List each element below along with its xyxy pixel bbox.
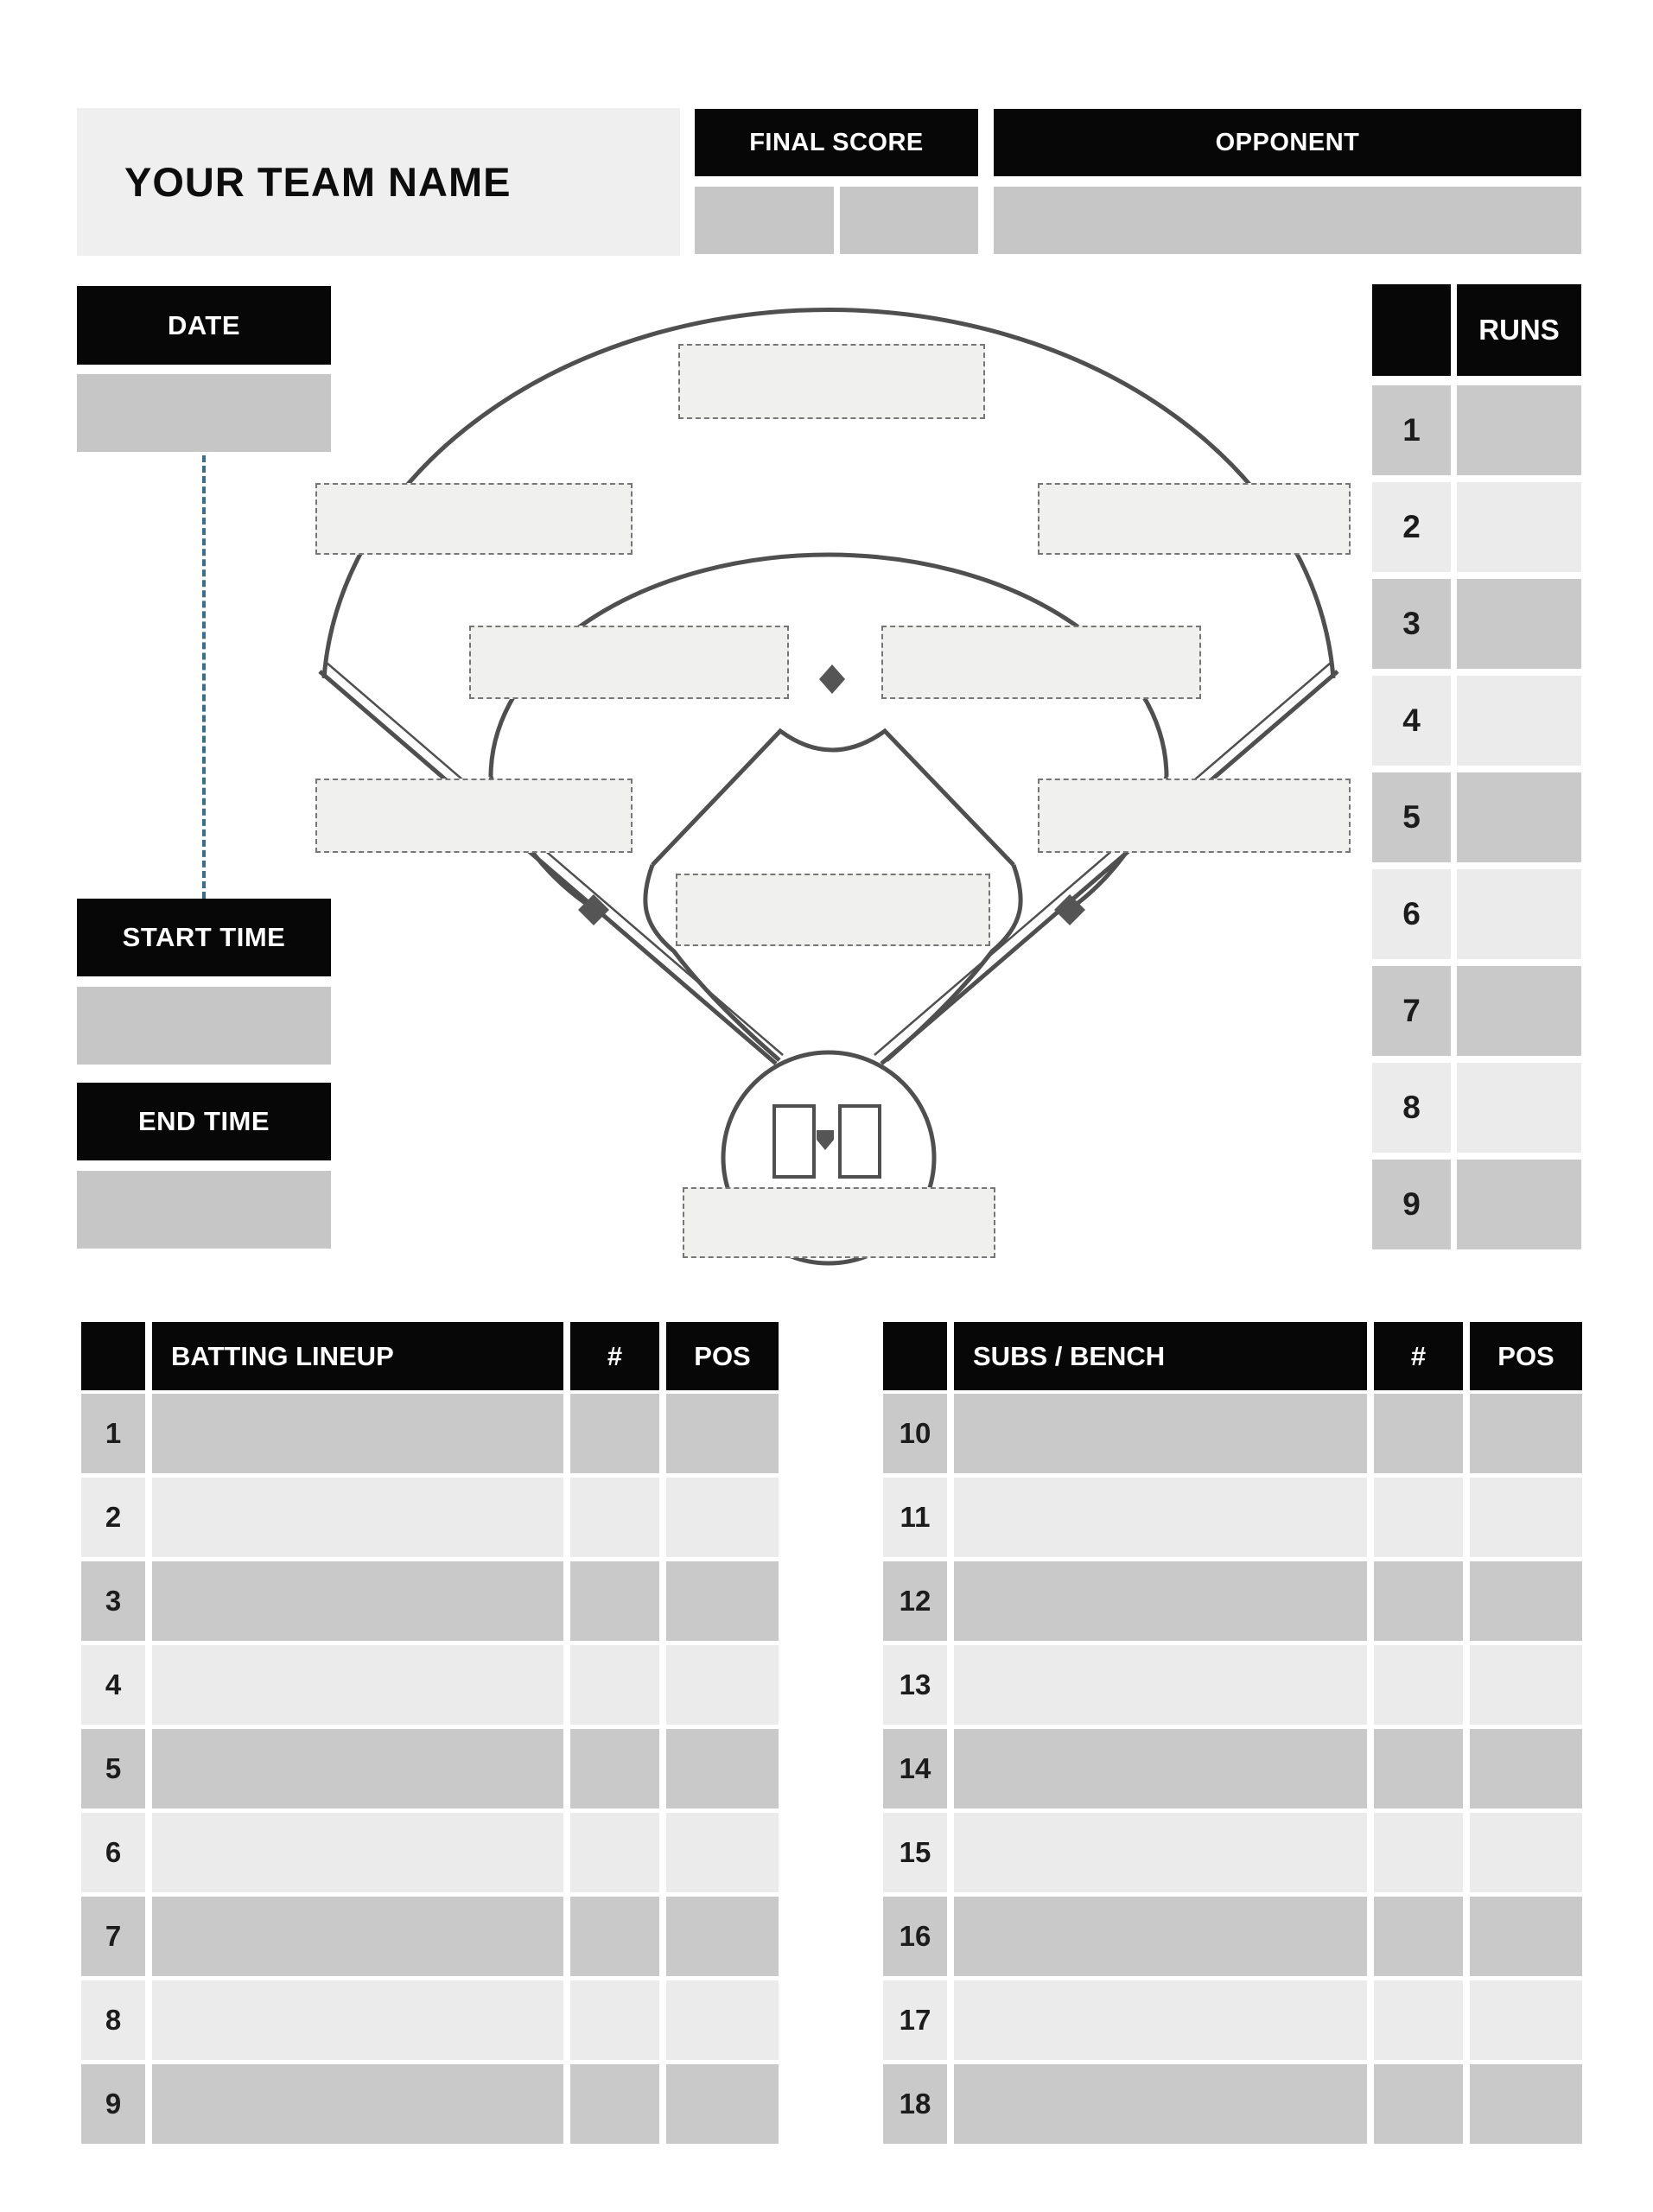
batting-row	[81, 1478, 779, 1557]
batting-jersey-cell[interactable]	[570, 1980, 659, 2060]
subs-jersey-cell[interactable]	[1374, 1645, 1463, 1725]
batting-row-number: 9	[81, 2064, 145, 2144]
subs-jersey-cell[interactable]	[1374, 1478, 1463, 1557]
position-box-shortstop[interactable]	[469, 626, 789, 699]
subs-row	[883, 1394, 1582, 1473]
batting-pos-cell[interactable]	[666, 1478, 779, 1557]
position-box-catcher[interactable]	[683, 1187, 995, 1258]
final-score-label: FINAL SCORE	[749, 128, 924, 156]
runs-row	[1372, 385, 1581, 475]
batting-pos-cell[interactable]	[666, 1729, 779, 1808]
runs-row-number: 5	[1372, 772, 1451, 862]
subs-row-number: 17	[883, 1980, 947, 2060]
batting-pos-cell[interactable]	[666, 2064, 779, 2144]
runs-val-cell[interactable]	[1457, 385, 1581, 475]
position-box-third-base[interactable]	[315, 779, 633, 853]
batting-name-cell[interactable]	[152, 1561, 563, 1641]
position-box-second-base[interactable]	[881, 626, 1201, 699]
batting-name-cell[interactable]	[152, 1478, 563, 1557]
subs-row-number: 15	[883, 1813, 947, 1892]
subs-jersey-cell[interactable]	[1374, 1813, 1463, 1892]
subs-name-cell[interactable]	[954, 1561, 1367, 1641]
batting-position-header: POS	[666, 1322, 779, 1390]
subs-position-header: POS	[1470, 1322, 1582, 1390]
subs-row	[883, 1561, 1582, 1641]
subs-row-number: 18	[883, 2064, 947, 2144]
batting-row	[81, 1813, 779, 1892]
batting-jersey-cell[interactable]	[570, 1729, 659, 1808]
batting-row-number: 4	[81, 1645, 145, 1725]
runs-val-cell[interactable]	[1457, 966, 1581, 1056]
subs-row	[883, 1729, 1582, 1808]
subs-row	[883, 1897, 1582, 1976]
subs-row-number: 10	[883, 1394, 947, 1473]
right-foul-line-inner	[874, 663, 1331, 1055]
batting-jersey-cell[interactable]	[570, 1478, 659, 1557]
subs-name-cell[interactable]	[954, 2064, 1367, 2144]
runs-val-cell[interactable]	[1457, 869, 1581, 959]
final-score-header	[695, 109, 978, 176]
subs-jersey-cell[interactable]	[1374, 1394, 1463, 1473]
subs-row	[883, 1478, 1582, 1557]
batting-row	[81, 1394, 779, 1473]
runs-val-cell[interactable]	[1457, 1063, 1581, 1153]
batting-row-number: 3	[81, 1561, 145, 1641]
subs-jersey-cell[interactable]	[1374, 1980, 1463, 2060]
position-box-first-base[interactable]	[1038, 779, 1351, 853]
subs-corner-cell	[883, 1322, 947, 1390]
runs-val-cell[interactable]	[1457, 676, 1581, 766]
subs-name-cell[interactable]	[954, 1645, 1367, 1725]
subs-row-number: 11	[883, 1478, 947, 1557]
final-score-home-cell[interactable]	[695, 187, 834, 254]
runs-row	[1372, 1160, 1581, 1249]
batting-name-cell[interactable]	[152, 1645, 563, 1725]
batting-jersey-cell[interactable]	[570, 1813, 659, 1892]
batting-lineup-table	[81, 1322, 779, 2144]
batting-jersey-cell[interactable]	[570, 2064, 659, 2144]
batting-row	[81, 1561, 779, 1641]
subs-name-cell[interactable]	[954, 1813, 1367, 1892]
subs-row	[883, 2064, 1582, 2144]
right-batter-box	[840, 1106, 880, 1177]
subs-pos-cell[interactable]	[1470, 1478, 1582, 1557]
runs-row	[1372, 676, 1581, 766]
position-box-left-field[interactable]	[315, 483, 633, 555]
date-connector-dashed-line	[202, 455, 206, 899]
runs-row	[1372, 869, 1581, 959]
subs-pos-cell[interactable]	[1470, 1394, 1582, 1473]
subs-jersey-cell[interactable]	[1374, 1729, 1463, 1808]
batting-number-header: #	[570, 1322, 659, 1390]
subs-row-number: 12	[883, 1561, 947, 1641]
batting-pos-cell[interactable]	[666, 1394, 779, 1473]
batting-row	[81, 2064, 779, 2144]
batting-corner-cell	[81, 1322, 145, 1390]
runs-row-number: 1	[1372, 385, 1451, 475]
position-box-center-field[interactable]	[678, 344, 985, 419]
runs-val-cell[interactable]	[1457, 579, 1581, 669]
runs-row	[1372, 482, 1581, 572]
left-batter-box	[774, 1106, 814, 1177]
batting-row	[81, 1897, 779, 1976]
batting-row	[81, 1729, 779, 1808]
date-input-cell[interactable]	[77, 374, 331, 452]
batting-name-cell[interactable]	[152, 1729, 563, 1808]
start-time-input-cell[interactable]	[77, 987, 331, 1065]
batting-name-cell[interactable]	[152, 1897, 563, 1976]
batting-row-number: 5	[81, 1729, 145, 1808]
subs-jersey-cell[interactable]	[1374, 2064, 1463, 2144]
runs-row-number: 8	[1372, 1063, 1451, 1153]
batting-pos-cell[interactable]	[666, 1897, 779, 1976]
batting-row-number: 1	[81, 1394, 145, 1473]
subs-row-number: 16	[883, 1897, 947, 1976]
subs-row-number: 13	[883, 1645, 947, 1725]
batting-jersey-cell[interactable]	[570, 1394, 659, 1473]
runs-column-header: RUNS	[1457, 284, 1581, 376]
runs-table	[1372, 284, 1581, 1249]
final-score-away-cell[interactable]	[840, 187, 978, 254]
start-time-label: START TIME	[122, 922, 286, 952]
date-label: DATE	[167, 309, 241, 340]
team-name-label: YOUR TEAM NAME	[124, 159, 512, 205]
batting-name-cell[interactable]	[152, 1980, 563, 2060]
batting-name-cell[interactable]	[152, 1394, 563, 1473]
batting-row-number: 8	[81, 1980, 145, 2060]
batting-name-cell[interactable]	[152, 1813, 563, 1892]
runs-val-cell[interactable]	[1457, 1160, 1581, 1249]
subs-name-cell[interactable]	[954, 1478, 1367, 1557]
runs-val-cell[interactable]	[1457, 482, 1581, 572]
runs-row	[1372, 772, 1581, 862]
home-plate-icon	[817, 1130, 834, 1150]
subs-pos-cell[interactable]	[1470, 1813, 1582, 1892]
opponent-label: OPPONENT	[1215, 128, 1360, 156]
end-time-label: END TIME	[137, 1106, 270, 1136]
position-box-pitcher[interactable]	[676, 874, 990, 946]
runs-row-number: 4	[1372, 676, 1451, 766]
subs-pos-cell[interactable]	[1470, 1561, 1582, 1641]
subs-bench-header: SUBS / BENCH	[954, 1322, 1367, 1390]
subs-number-header: #	[1374, 1322, 1463, 1390]
subs-bench-table	[883, 1322, 1582, 2144]
runs-corner-cell	[1372, 284, 1451, 376]
runs-row-number: 3	[1372, 579, 1451, 669]
opponent-header	[994, 109, 1581, 176]
start-time-header	[77, 899, 331, 976]
right-foul-line	[881, 671, 1338, 1064]
end-time-input-cell[interactable]	[77, 1171, 331, 1249]
batting-name-cell[interactable]	[152, 2064, 563, 2144]
runs-val-cell[interactable]	[1457, 772, 1581, 862]
runs-row	[1372, 579, 1581, 669]
subs-row	[883, 1980, 1582, 2060]
batting-row-number: 7	[81, 1897, 145, 1976]
batting-pos-cell[interactable]	[666, 1561, 779, 1641]
subs-name-cell[interactable]	[954, 1980, 1367, 2060]
subs-row-number: 14	[883, 1729, 947, 1808]
batting-jersey-cell[interactable]	[570, 1645, 659, 1725]
second-base-icon	[819, 664, 845, 694]
subs-name-cell[interactable]	[954, 1729, 1367, 1808]
subs-pos-cell[interactable]	[1470, 1980, 1582, 2060]
batting-lineup-header: BATTING LINEUP	[152, 1322, 563, 1390]
end-time-header	[77, 1083, 331, 1160]
subs-pos-cell[interactable]	[1470, 2064, 1582, 2144]
batting-row	[81, 1980, 779, 2060]
subs-name-cell[interactable]	[954, 1394, 1367, 1473]
subs-pos-cell[interactable]	[1470, 1729, 1582, 1808]
subs-pos-cell[interactable]	[1470, 1645, 1582, 1725]
batting-row	[81, 1645, 779, 1725]
batting-row-number: 2	[81, 1478, 145, 1557]
subs-jersey-cell[interactable]	[1374, 1561, 1463, 1641]
infield-diamond-top	[652, 731, 1014, 865]
team-name-box[interactable]	[77, 108, 680, 256]
position-box-right-field[interactable]	[1038, 483, 1351, 555]
batting-pos-cell[interactable]	[666, 1980, 779, 2060]
runs-row-number: 9	[1372, 1160, 1451, 1249]
subs-jersey-cell[interactable]	[1374, 1897, 1463, 1976]
batting-jersey-cell[interactable]	[570, 1561, 659, 1641]
runs-row-number: 7	[1372, 966, 1451, 1056]
runs-row	[1372, 966, 1581, 1056]
date-header	[77, 286, 331, 365]
batting-jersey-cell[interactable]	[570, 1897, 659, 1976]
runs-row-number: 2	[1372, 482, 1451, 572]
subs-row	[883, 1813, 1582, 1892]
runs-row-number: 6	[1372, 869, 1451, 959]
subs-row	[883, 1645, 1582, 1725]
batting-row-number: 6	[81, 1813, 145, 1892]
opponent-input-cell[interactable]	[994, 187, 1581, 254]
subs-name-cell[interactable]	[954, 1897, 1367, 1976]
batting-pos-cell[interactable]	[666, 1813, 779, 1892]
batting-pos-cell[interactable]	[666, 1645, 779, 1725]
subs-pos-cell[interactable]	[1470, 1897, 1582, 1976]
runs-row	[1372, 1063, 1581, 1153]
